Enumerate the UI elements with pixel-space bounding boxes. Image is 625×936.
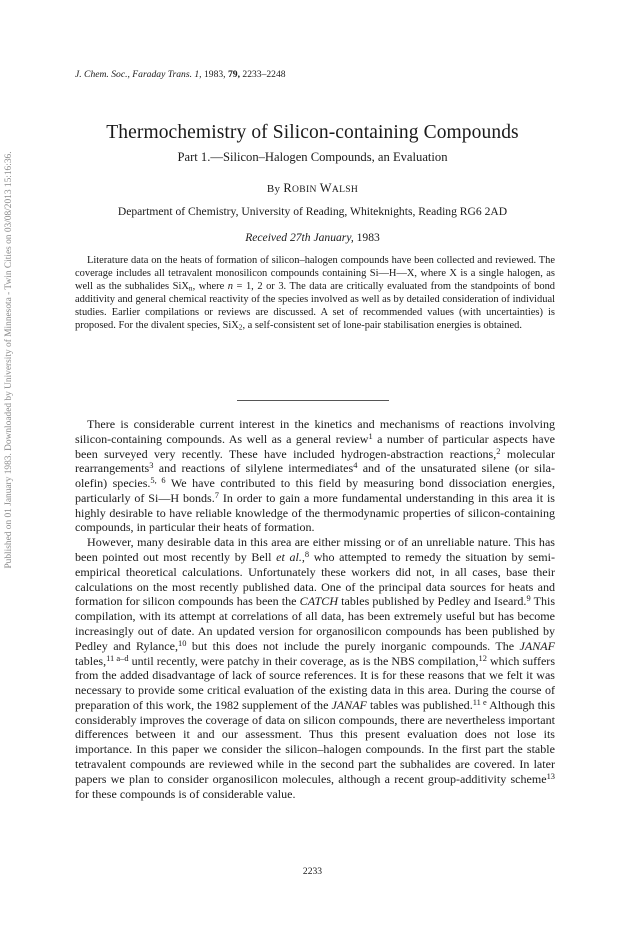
body-paragraph-2: [75, 535, 555, 801]
body-italic: et al.,: [276, 550, 305, 565]
reference-marker[interactable]: 1: [368, 431, 373, 441]
reference-marker[interactable]: 13: [546, 770, 555, 781]
journal-year: 1983,: [203, 69, 226, 80]
body-text: There is considerable current interest in the kinetics and mechanisms of reactions involving silicon-containing compounds. As well as a general review: [75, 417, 555, 446]
author-last-rest: ALSH: [331, 184, 359, 195]
abstract-sub-n: n: [188, 283, 193, 293]
download-watermark-text: Published on 01 January 1983. Downloaded by University of Minnesota - Twin Cities on 03/08/2013 15:16:36.: [4, 151, 14, 569]
body-text: tables,: [75, 653, 107, 668]
abstract-text-2: , where: [192, 281, 228, 293]
body-italic: JANAF: [519, 638, 555, 653]
abstract-text-1: Literature data on the heats of formation of silicon–halogen compounds have been collected and reviewed. The coverage includes all tetravalent monosilicon compounds containing Si—H—X, where X is a single halogen, as well as the subhalides SiX: [75, 255, 555, 293]
author-line: [0, 181, 625, 196]
section-divider: [237, 400, 389, 401]
reference-marker[interactable]: 8: [304, 549, 310, 560]
body-italic: JANAF: [331, 697, 367, 712]
body-text: In order to gain a more fundamental understanding in this area it is highly desirable to have reliable knowledge of the thermodynamic properties of silicon-containing compounds, in particular their heats of formation.: [75, 490, 555, 535]
body-text: and reactions of silylene intermediates: [153, 461, 354, 476]
reference-marker[interactable]: 5, 6: [150, 475, 166, 486]
author-first-rest: OBIN: [292, 184, 317, 195]
abstract-var-n: n: [227, 281, 233, 293]
body-text: molecular rearrangements: [75, 446, 555, 476]
reference-marker[interactable]: 7: [214, 490, 219, 501]
body-text: tables published by Pedley and Iseard.: [338, 594, 527, 609]
author-last-initial: W: [319, 181, 332, 195]
page-number: 2233: [302, 866, 323, 877]
body-text: which suffers from the added disadvantage of lack of source references. It is for these reasons that we felt it was necessary to provide some critical evaluation of the existing data in this area. During the course of preparation of this work, the 1982 supplement of the: [75, 653, 556, 712]
body-text: a number of particular aspects have been surveyed very recently. These have included hydrogen-abstraction reactions,: [75, 431, 555, 461]
author-first-initial: R: [283, 181, 293, 195]
abstract-paragraph: [75, 254, 555, 333]
body-text: until recently, were patchy in their coverage, as is the NBS compilation,: [128, 653, 479, 668]
download-watermark: [2, 100, 16, 620]
received-year: 1983: [356, 231, 380, 244]
body-text: However, many desirable data in this area are either missing or of an unreliable nature. This has been pointed out most recently by Bell: [75, 535, 555, 565]
body-italic: CATCH: [299, 594, 339, 609]
body-text: and of the unsaturated silene (or sila-olefin) species.: [75, 461, 555, 491]
body-text: Although this considerably improves the coverage of data on silicon compounds, there are nevertheless important differences between it and our assessment. Thus this present evaluation does not lose its importance. In this paper we consider the silicon–halogen compounds. In the first part the stable tetravalent compounds are reviewed while in the second part the subhalides are covered. In later papers we plan to consider organosilicon molecules, although a recent group-additivity scheme: [75, 697, 556, 786]
affiliation: Department of Chemistry, University of Reading, Whiteknights, Reading RG6 2AD: [117, 205, 508, 218]
body-text: We have contributed to this field by measuring bond dissociation energies, particularly of Si—H bonds.: [75, 476, 555, 505]
body-text: who attempted to remedy the situation by semi-empirical theoretical calculations. Unfortunately these workers did not, in all cases, base their calculations on the most recently published data. One of the principal data sources for heats and formation for silicon compounds has been the: [75, 550, 555, 609]
paper-subtitle: Part 1.—Silicon–Halogen Compounds, an Evaluation: [177, 150, 448, 164]
reference-marker[interactable]: 9: [526, 593, 531, 604]
received-suffix: th: [301, 231, 311, 244]
author-by: By: [266, 183, 281, 195]
reference-marker[interactable]: 3: [149, 460, 154, 471]
body-text: but this does not include the purely inorganic compounds. The: [186, 638, 520, 653]
journal-volume: 79,: [227, 69, 240, 80]
abstract-text-4: , a self-consistent set of lone-pair stabilisation energies is obtained.: [242, 320, 522, 332]
journal-citation: [75, 69, 286, 80]
body-text: tables was published.: [366, 697, 473, 712]
journal-name: J. Chem. Soc., Faraday Trans. 1,: [75, 69, 202, 80]
abstract: [75, 254, 555, 333]
received-day: 27: [289, 231, 302, 244]
reference-marker[interactable]: 4: [353, 460, 358, 471]
reference-marker[interactable]: 2: [496, 445, 501, 456]
received-label: Received: [245, 231, 288, 244]
abstract-text-3: = 1, 2 or 3. The data are critically evaluated from the standpoints of bond additivity and general chemical reactivity of the species involved as well as by detailed consideration of individual studies. Earlier compilations or reviews are discussed. A set of recommended values (with uncertainties) is proposed. For the divalent species, SiX: [75, 281, 556, 332]
reference-marker[interactable]: 12: [478, 652, 487, 663]
abstract-sub-2: 2: [238, 322, 243, 332]
paper-title: Thermochemistry of Silicon-containing Compounds: [106, 122, 519, 143]
reference-marker[interactable]: 10: [178, 637, 187, 648]
body-text: for these compounds is of considerable value.: [75, 786, 296, 801]
reference-marker[interactable]: 11 a–d: [106, 652, 129, 663]
reference-marker[interactable]: 11 e: [472, 697, 487, 708]
body-paragraph-1: [75, 417, 555, 535]
body-text: [75, 417, 555, 801]
journal-pages: 2233–2248: [242, 69, 286, 80]
received-date: [0, 231, 625, 244]
body-text: This compilation, with its attempt at correlations of all data, has been extremely useful but has become increasingly out of date. An updated version for organosilicon compounds has been published by Pedley and Rylance,: [75, 594, 556, 653]
received-month: January,: [313, 231, 354, 244]
